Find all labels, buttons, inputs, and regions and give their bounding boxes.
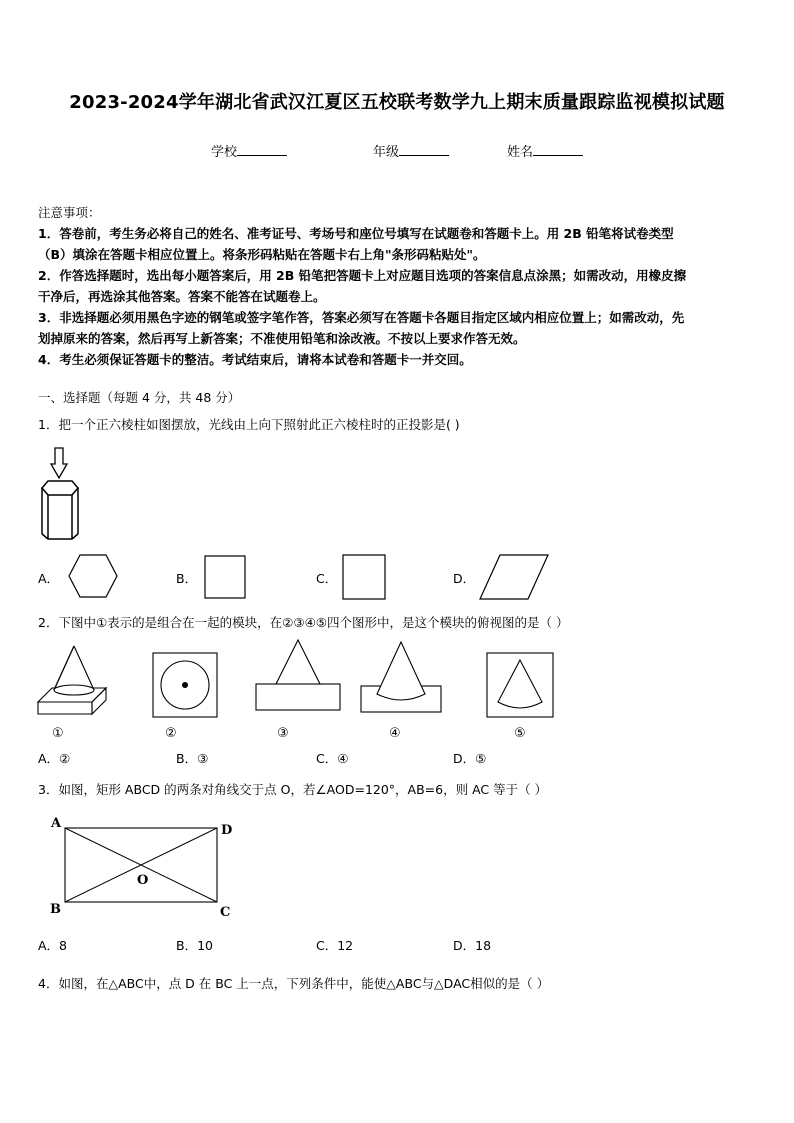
note-2a: 2．作答选择题时，选出每小题答案后，用 2B 铅笔把答题卡上对应题目选项的答案信息点涂黑；如需改动，用橡皮擦 (38, 268, 687, 283)
cone-in-square-figure (486, 652, 554, 718)
note-3a: 3．非选择题必须用黑色字迹的钢笔或签字笔作答，答案必须写在答题卡各题目指定区域内相应位置上；如需改动，先 (38, 310, 685, 325)
hexagon-option-figure (66, 553, 120, 599)
school-label: 学校 (211, 145, 238, 160)
q1-option-b[interactable]: B． (176, 571, 198, 586)
point-b-label: B (50, 902, 61, 917)
name-field (507, 141, 583, 160)
question-4-text: 4．如图，在△ABC中，点 D 在 BC 上一点，下列条件中，能使△ABC与△DAC相似的是（ ） (38, 976, 550, 991)
rectangle-option-figure (341, 553, 387, 601)
point-o-label: O (137, 873, 149, 888)
q2-option-c[interactable]: C．④ (316, 751, 349, 766)
figure-label-5: ⑤ (514, 726, 526, 741)
school-field (211, 141, 287, 160)
q2-option-b[interactable]: B．③ (176, 751, 209, 766)
name-label: 姓名 (507, 145, 534, 160)
question-2-text: 2．下图中①表示的是组合在一起的模块，在②③④⑤四个图形中，是这个模块的俯视图的是（ ） (38, 615, 569, 630)
q3-option-d[interactable]: D．18 (453, 938, 492, 953)
note-3b: 划掉原来的答案，然后再写上新答案；不准使用铅笔和涂改液。不按以上要求作答无效。 (38, 331, 526, 346)
q1-option-c[interactable]: C． (316, 571, 338, 586)
q2-option-d[interactable]: D．⑤ (453, 751, 487, 766)
cone-on-block-figure (36, 644, 108, 718)
square-option-figure (203, 554, 247, 600)
q3-option-b[interactable]: B．10 (176, 938, 213, 953)
grade-blank[interactable] (399, 143, 449, 156)
notes-heading: 注意事项： (38, 205, 101, 220)
point-a-label: A (51, 816, 62, 831)
note-1b: （B）填涂在答题卡相应位置上。将条形码粘贴在答题卡右上角"条形码粘贴处"。 (38, 247, 486, 262)
figure-label-3: ③ (277, 726, 289, 741)
note-1a: 1．答卷前，考生务必将自己的姓名、准考证号、考场号和座位号填写在试题卷和答题卡上。用 2B 铅笔将试卷类型 (38, 226, 674, 241)
figure-label-2: ② (165, 726, 177, 741)
point-d-label: D (221, 823, 233, 838)
name-blank[interactable] (533, 143, 583, 156)
note-2b: 干净后，再选涂其他答案。答案不能答在试题卷上。 (38, 289, 326, 304)
page-title: 2023-2024学年湖北省武汉江夏区五校联考数学九上期末质量跟踪监视模拟试题 (69, 92, 725, 113)
section-heading: 一、选择题（每题 4 分，共 48 分） (38, 390, 241, 405)
q3-option-a[interactable]: A．8 (38, 938, 68, 953)
grade-field (373, 141, 449, 160)
top-view-circle-figure (152, 652, 218, 718)
figure-label-4: ④ (389, 726, 401, 741)
q3-option-c[interactable]: C．12 (316, 938, 354, 953)
question-3-text: 3．如图，矩形 ABCD 的两条对角线交于点 O，若∠AOD=120°，AB=6，则 AC 等于（ ） (38, 782, 548, 797)
side-view-figure (359, 640, 443, 716)
rectangle-abcd-figure (44, 813, 244, 923)
light-arrow-icon (51, 448, 67, 478)
hexagonal-prism-figure (36, 446, 84, 542)
q1-option-d[interactable]: D． (453, 571, 476, 586)
question-1-text: 1．把一个正六棱柱如图摆放，光线由上向下照射此正六棱柱时的正投影是( ) (38, 417, 460, 432)
grade-label: 年级 (373, 145, 400, 160)
note-4: 4．考生必须保证答题卡的整洁。考试结束后，请将本试卷和答题卡一并交回。 (38, 352, 472, 367)
q1-option-a[interactable]: A． (38, 571, 60, 586)
school-blank[interactable] (237, 143, 287, 156)
notes-block (38, 202, 760, 370)
parallelogram-option-figure (478, 553, 550, 601)
figure-label-1: ① (52, 726, 64, 741)
front-view-figure (254, 638, 342, 714)
q2-option-a[interactable]: A．② (38, 751, 71, 766)
point-c-label: C (220, 905, 231, 920)
